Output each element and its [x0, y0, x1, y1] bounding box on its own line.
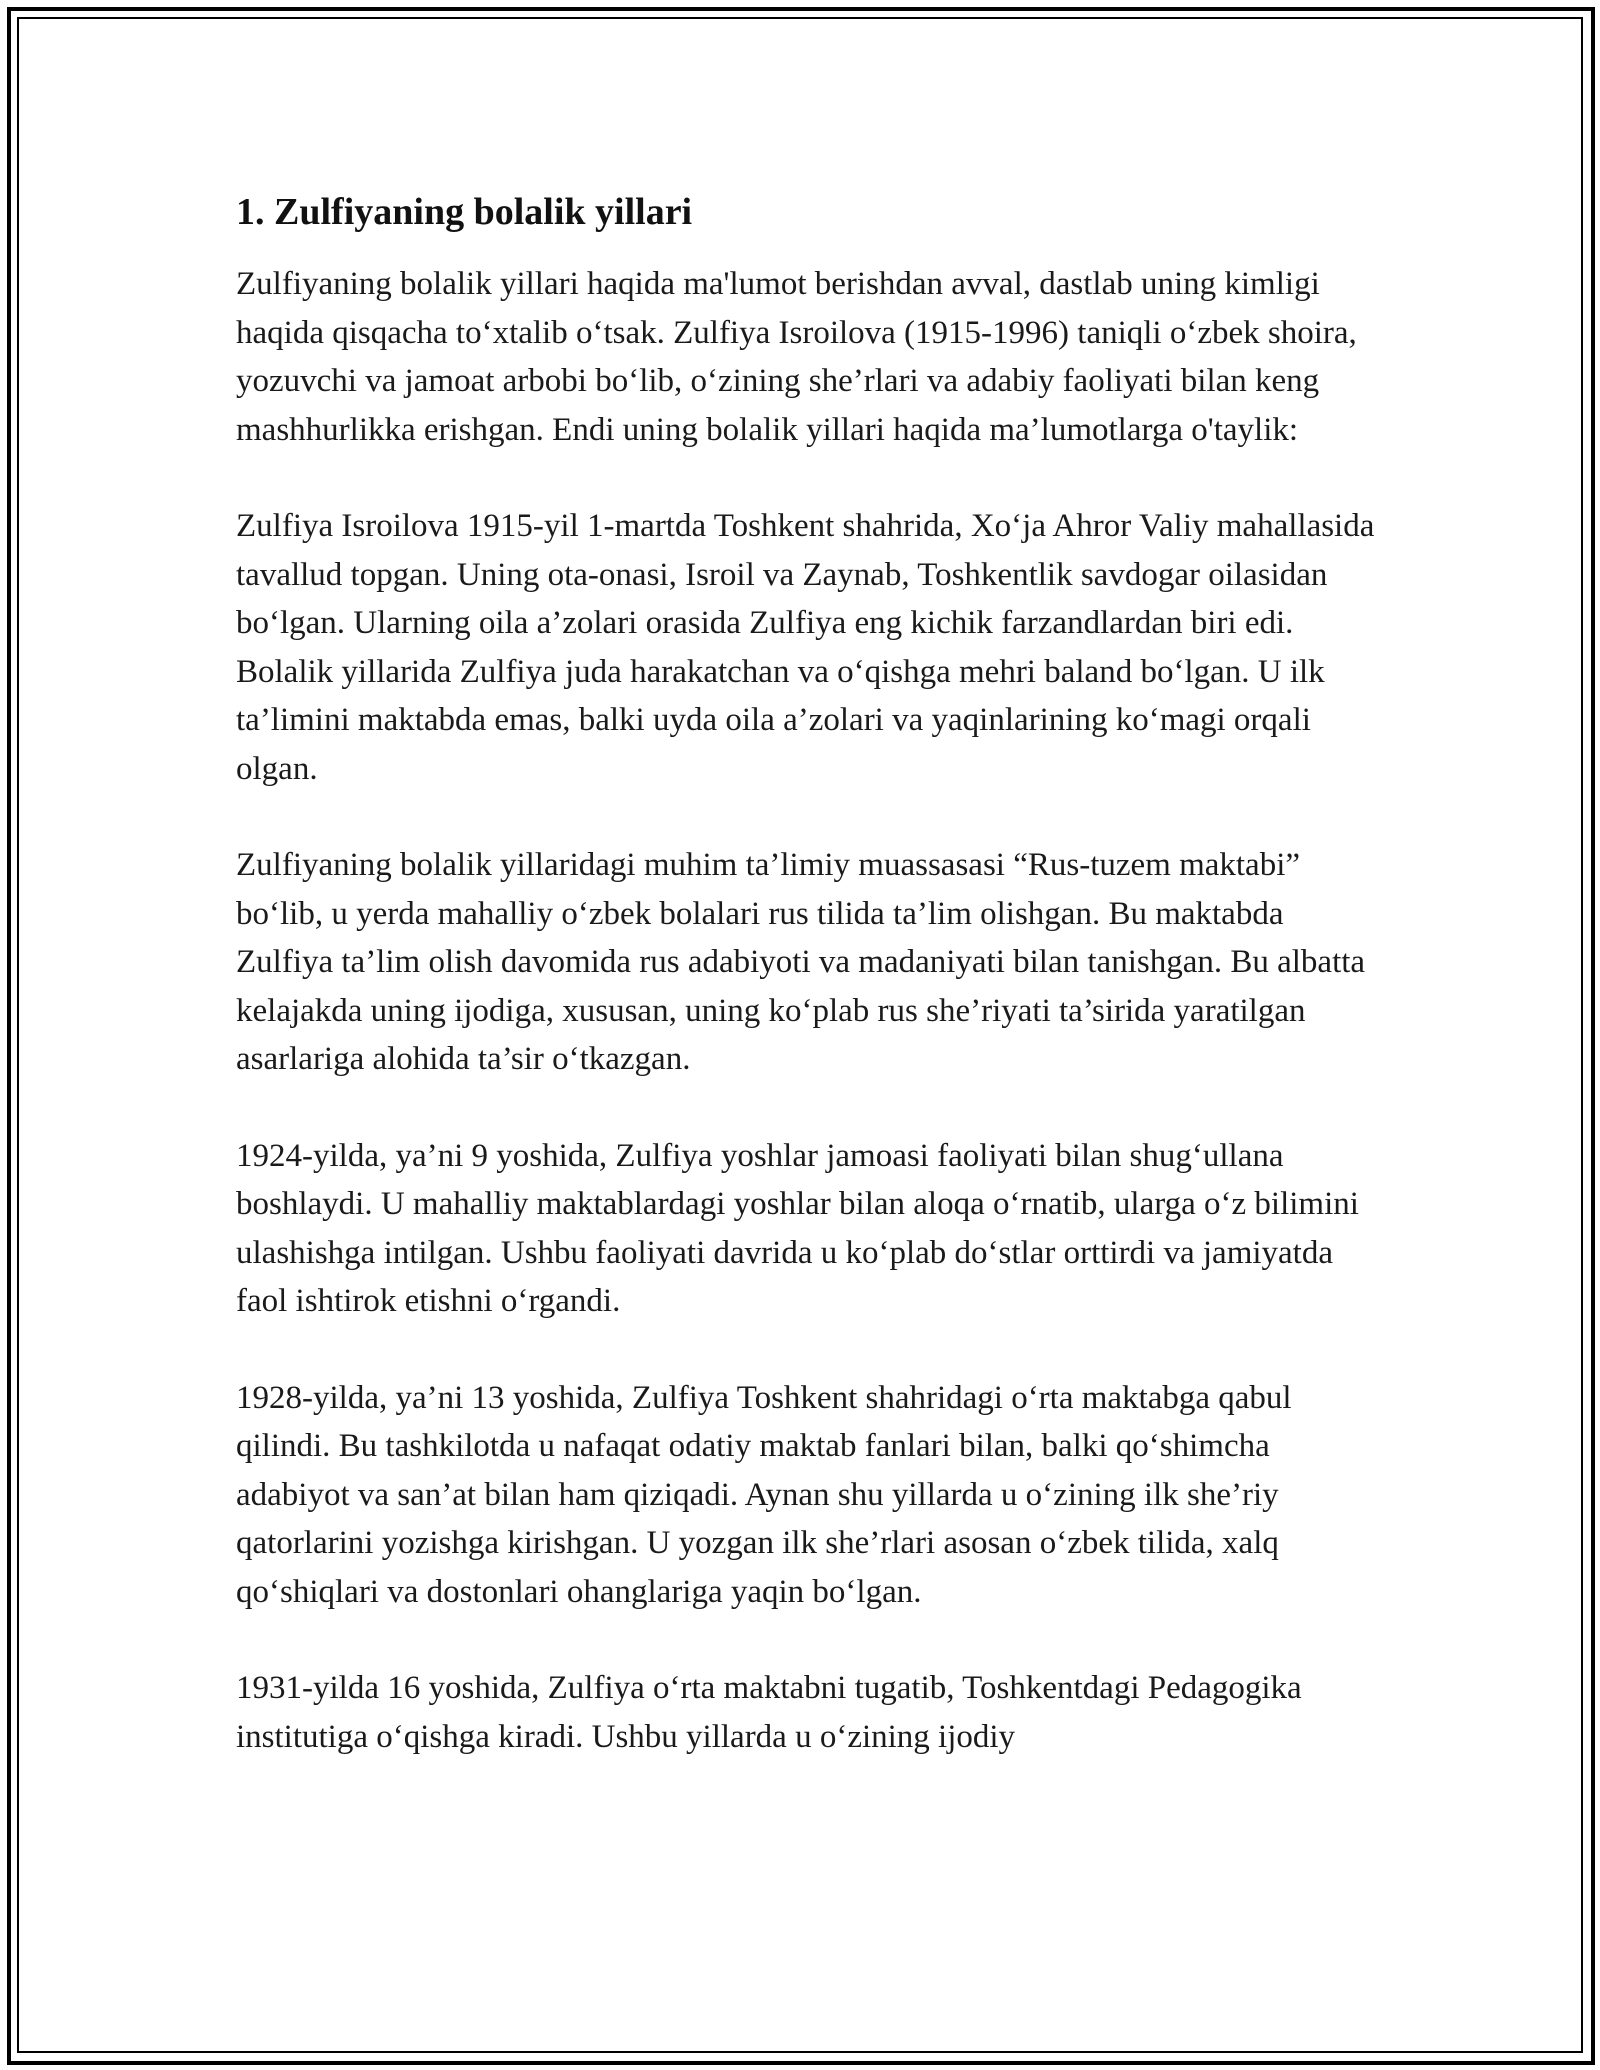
paragraph-1924: 1924-yilda, ya’ni 9 yoshida, Zulfiya yoshlar jamoasi faoliyati bilan shug‘ullana boshlaydi. U mahalliy maktablardagi yoshlar bilan aloqa o‘rnatib, ularga o‘z bilimini ulashishga intilgan. Ushbu faoliyati davrida u ko‘plab do‘stlar orttirdi va jamiyatda faol ishtirok etishni o‘rgandi. [236, 1137, 1359, 1319]
paragraph-1931: 1931-yilda 16 yoshida, Zulfiya o‘rta maktabni tugatib, Toshkentdagi Pedagogika institutiga o‘qishga kiradi. Ushbu yillarda u o‘zining ijodiy [236, 1670, 1302, 1755]
document-body [236, 188, 1376, 1809]
section-heading: 1. Zulfiyaning bolalik yillari [236, 191, 693, 233]
paragraph-birth: Zulfiya Isroilova 1915-yil 1-martda Toshkent shahrida, Xo‘ja Ahror Valiy mahallasida tavallud topgan. Uning ota-onasi, Isroil va Zaynab, Toshkentlik savdogar oilasidan bo‘lgan. Ularning oila a’zolari orasida Zulfiya eng kichik farzandlardan biri edi. Bolalik yillarida Zulfiya juda harakatchan va o‘qishga mehri baland bo‘lgan. U ilk ta’limini maktabda emas, balki uyda oila a’zolari va yaqinlarining ko‘magi orqali olgan. [236, 508, 1375, 787]
paragraph-school: Zulfiyaning bolalik yillaridagi muhim ta’limiy muassasasi “Rus-tuzem maktabi” bo‘lib, u yerda mahalliy o‘zbek bolalari rus tilida ta’lim olishgan. Bu maktabda Zulfiya ta’lim olish davomida rus adabiyoti va madaniyati bilan tanishgan. Bu albatta kelajakda uning ijodiga, xususan, uning ko‘plab rus she’riyati ta’sirida yaratilgan asarlariga alohida ta’sir o‘tkazgan. [236, 847, 1366, 1077]
paragraph-intro: Zulfiyaning bolalik yillari haqida ma'lumot berishdan avval, dastlab uning kimligi haqida qisqacha to‘xtalib o‘tsak. Zulfiya Isroilova (1915-1996) taniqli o‘zbek shoira, yozuvchi va jamoat arbobi bo‘lib, o‘zining she’rlari va adabiy faoliyati bilan keng mashhurlikka erishgan. Endi uning bolalik yillari haqida ma’lumotlarga o'taylik: [236, 266, 1357, 448]
paragraph-1928: 1928-yilda, ya’ni 13 yoshida, Zulfiya Toshkent shahridagi o‘rta maktabga qabul qilindi. Bu tashkilotda u nafaqat odatiy maktab fanlari bilan, balki qo‘shimcha adabiyot va san’at bilan ham qiziqadi. Aynan shu yillarda u o‘zining ilk she’riy qatorlarini yozishga kirishgan. U yozgan ilk she’rlari asosan o‘zbek tilida, xalq qo‘shiqlari va dostonlari ohanglariga yaqin bo‘lgan. [236, 1379, 1292, 1610]
